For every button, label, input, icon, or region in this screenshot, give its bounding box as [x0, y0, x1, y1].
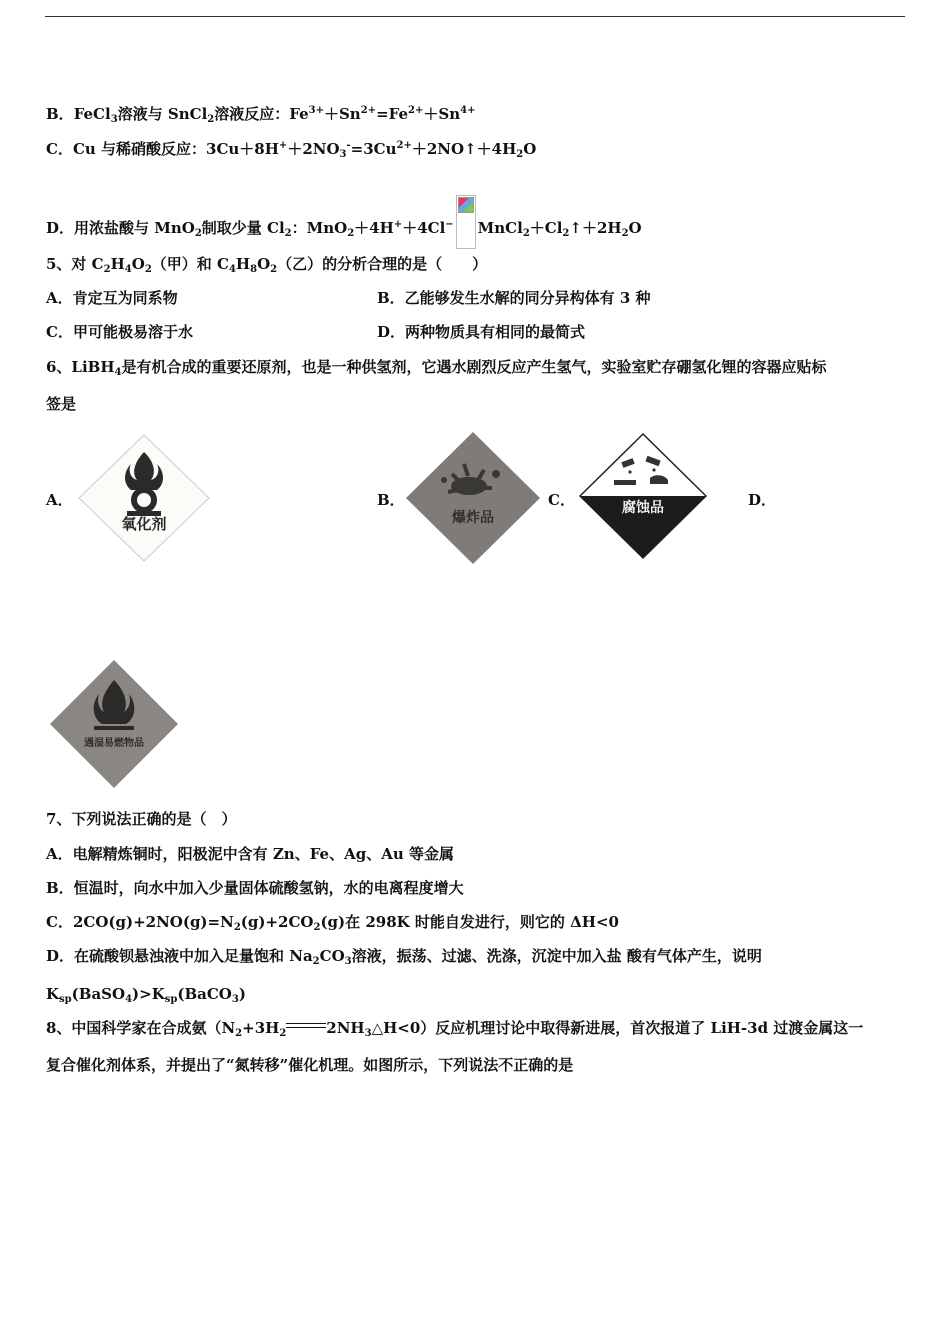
q6-label-a: A．	[46, 491, 73, 509]
broken-image-icon	[456, 195, 476, 249]
q7-option-d-cont: $K_{sp}(BaSO_4)>K_{sp}(BaCO_3)$	[46, 985, 246, 1005]
q7-option-c: C．$2CO(g)+2NO(g)=N_2(g)+2CO_2(g)$在 298K 时能自发进行，则它的 ΔH<0	[46, 913, 619, 933]
q8-stem: 8、中国科学家在合成氨（$N_2+3H_2$ $2NH_3\triangle H<0$）反应机理讨论中取得新进展，首次报道了 LiH-3d 过渡金属这一	[46, 1019, 864, 1039]
corrosive-sign	[578, 432, 708, 560]
q7-stem: 7、下列说法正确的是（ ）	[46, 810, 237, 828]
q6-stem-cont: 签是	[46, 395, 77, 413]
sign-b-label: 爆炸品	[452, 510, 494, 526]
dangerous-when-wet-sign	[48, 658, 180, 790]
oxidizer-sign	[75, 432, 213, 564]
sign-d-label: 遇湿易燃物品	[84, 738, 144, 749]
q7-option-d: D．在硫酸钡悬浊液中加入足量饱和 $Na_2CO_3$溶液，振荡、过滤、洗涤，沉淀中加入盐 酸有气体产生，说明	[46, 947, 762, 967]
q4-option-c: C．Cu 与稀硝酸反应：$3Cu+8H^++2NO_3^-=3Cu^{2+}+2NO↑+4H_2O$	[46, 140, 537, 160]
q5-option-c: C．甲可能极易溶于水	[46, 323, 193, 341]
q4-option-b: B．FeCl$_3$溶液与 SnCl$_2$溶液反应：$Fe^{3+}+Sn^{2+}=Fe^{2+}+Sn^{4+}$	[46, 105, 476, 125]
q5-option-d: D．两种物质具有相同的最简式	[377, 323, 586, 341]
sign-a-label: 氧化剂	[121, 515, 167, 533]
equilibrium-arrow-icon	[286, 1022, 326, 1030]
q6-stem: 6、LiBH$_4$是有机合成的重要还原剂，也是一种供氢剂，它遇水剧烈反应产生氢气，实验室贮存硼氢化锂的容器应贴标	[46, 358, 827, 378]
q8-stem-cont: 复合催化剂体系，并提出了“氮转移”催化机理。如图所示，下列说法不正确的是	[46, 1056, 574, 1074]
header-rule	[45, 16, 905, 17]
q5-stem: 5、对 $C_2H_4O_2$（甲）和 $C_4H_8O_2$（乙）的分析合理的是（ ）	[46, 255, 488, 275]
q7-option-b: B．恒温时，向水中加入少量固体硫酸氢钠，水的电离程度增大	[46, 879, 464, 897]
q6-label-c: C．	[548, 491, 575, 509]
sign-c-label: 腐蚀品	[622, 500, 664, 516]
q6-label-d: D．	[748, 491, 777, 509]
explosive-sign	[404, 430, 542, 566]
q5-option-a: A．肯定互为同系物	[46, 289, 178, 307]
q7-option-a: A．电解精炼铜时，阳极泥中含有 Zn、Fe、Ag、Au 等金属	[46, 845, 454, 863]
q5-option-b: B．乙能够发生水解的同分异构体有 3 种	[377, 289, 651, 307]
q6-label-b: B．	[377, 491, 405, 509]
q4-option-d: D．用浓盐酸与 MnO$_2$制取少量 $Cl_2$：MnO$_2$＋4H+＋4Cl− $MnCl_2+Cl_2↑+2H_2O$	[46, 195, 642, 249]
